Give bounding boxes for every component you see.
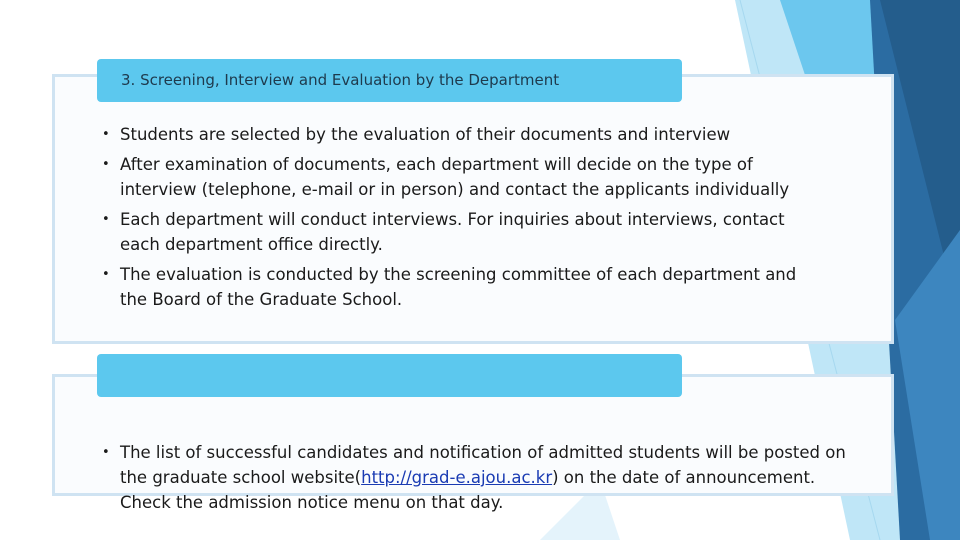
- list-item: • After examination of documents, each department will decide on the type of interview (telephone, e-mail or in person) and contact the applicants individually: [102, 152, 822, 202]
- list-item: • The evaluation is conducted by the screening committee of each department and the Board of the Graduate School.: [102, 262, 822, 312]
- screening-bullet-list: [102, 122, 822, 317]
- bullet-text-before-link: The list of successful candidates and notification of admitted students will be posted on the graduate school website(: [120, 443, 846, 487]
- announcement-bullet-list: [102, 440, 862, 520]
- list-item: • Students are selected by the evaluation of their documents and interview: [102, 122, 822, 147]
- graduate-school-website-link[interactable]: http://grad-e.ajou.ac.kr: [361, 468, 553, 487]
- bullet-text-after-link: ) on the date of announcement. Check the admission notice menu on that day.: [120, 468, 816, 512]
- list-item: [102, 440, 862, 515]
- section-header-announcement: [97, 354, 682, 397]
- section-header-screening: 3. Screening, Interview and Evaluation by the Department: [97, 59, 682, 102]
- list-item: • Each department will conduct interviews. For inquiries about interviews, contact each department office directly.: [102, 207, 822, 257]
